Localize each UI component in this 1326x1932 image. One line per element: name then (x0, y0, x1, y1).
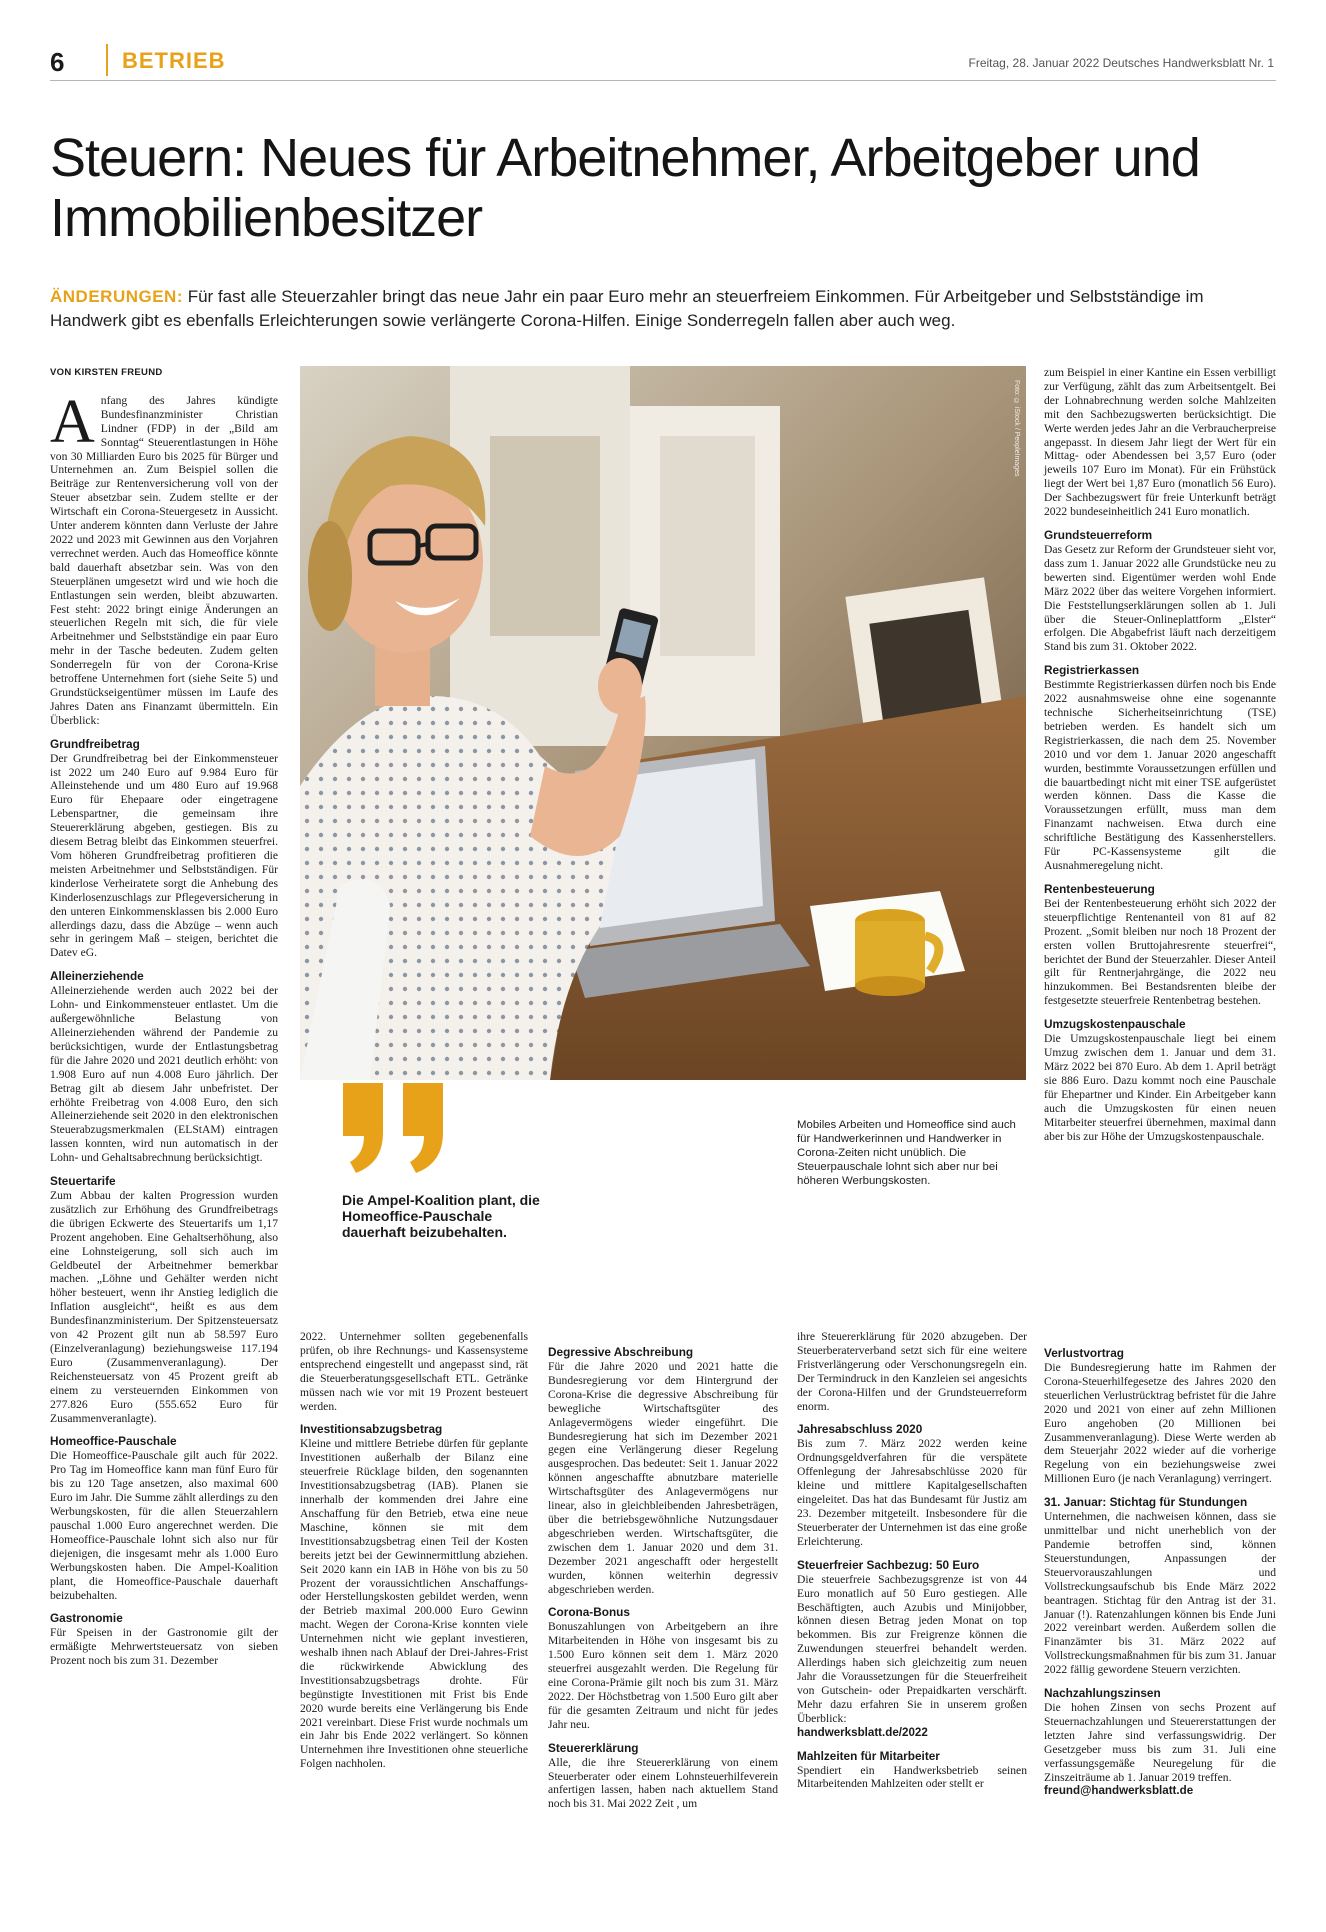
text-corona-bonus: Bonuszahlungen von Arbeitgebern an ihre Mitarbeitenden in Höhe von insgesamt bis zu 1.500 Euro können seit dem 1. März 2020 steuerfrei ausgezahlt werden. Die Regelung für eine Corona-Prämie gilt noch bis zum 31. März 2022. Der Höchstbetrag von 1.500 Euro gilt aber für die gesamten Zeitraum und nicht für jedes Jahr neu. (548, 1620, 778, 1731)
article-photo (300, 366, 1026, 1080)
article-column-1 (50, 366, 278, 1674)
article-column-5 (1044, 366, 1276, 1149)
section-divider (106, 44, 108, 76)
subhead-steuertarife: Steuertarife (50, 1174, 116, 1189)
dateline: Freitag, 28. Januar 2022 Deutsches Handwerksblatt Nr. 1 (968, 56, 1274, 70)
subhead-mahlzeiten: Mahlzeiten für Mitarbeiter (797, 1748, 940, 1763)
article-column-2 (300, 1330, 528, 1777)
lead-paragraph (50, 285, 1275, 333)
subhead-rente: Rentenbesteuerung (1044, 881, 1155, 896)
text-sachbezug (797, 1573, 1027, 1740)
text-gastronomie-cont: 2022. Unternehmer sollten gegebenenfalls prüfen, ob ihre Rechnungs- und Kassensysteme entsprechend eingestellt und angepasst sind, rät die Steuerberatungsgesellschaft ETL. Getränke müssen nach wie vor mit 19 Prozent besteuert werden. (300, 1330, 528, 1413)
subhead-stichtag: 31. Januar: Stichtag für Stundungen (1044, 1495, 1248, 1510)
text-rente: Bei der Rentenbesteuerung erhöht sich 2022 der steuerpflichtige Rentenanteil von 81 auf 82 Prozent. „Somit bleiben nur noch 18 Prozent der ersten vollen Bruttojahresrente steuerfrei“, berichtet der Bund der Steuerzahler. Dieser Anteil gilt für Rentnerjahrgänge, die 2022 neu hinzukommen. Bei Bestandsrenten bleibe der festgesetzte steuerfreie Rentenbetrag bestehen. (1044, 896, 1276, 1008)
byline: VON KIRSTEN FREUND (50, 367, 163, 378)
subhead-degressiv: Degressive Abschreibung (548, 1345, 694, 1359)
photo-credit: Foto: © iStock / PeopleImages (1013, 380, 1020, 477)
quote-mark-icon (338, 1078, 458, 1183)
article-column-5-bottom (1044, 1346, 1276, 1804)
page-number: 6 (50, 47, 65, 77)
text-mahlzeiten: Spendiert ein Handwerksbetrieb seinen Mitarbeitenden Mahlzeiten oder stellt er (797, 1763, 1027, 1791)
dropcap: A (50, 387, 95, 456)
lead-text: Für fast alle Steuerzahler bringt das neue Jahr ein paar Euro mehr an steuerfreiem Einkommen. Für Arbeitgeber und Selbstständige im Handwerk gibt es ebenfalls Erleichterungen sowie verlängerte Corona-Hilfen. Einige Sonderregeln fallen aber auch weg. (50, 287, 1204, 330)
text-grundfreibetrag: Der Grundfreibetrag bei der Einkommensteuer ist 2022 um 240 Euro auf 9.984 Euro für Alleinstehende und um 480 Euro auf 19.968 Euro für Ehepaare oder eingetragene Lebenspartner, die gemeinsam ihre Steuererklärung abgeben, gestiegen. Bis zu diesem Betrag bleibt das Einkommen steuerfrei. Vom höheren Grundfreibetrag profitieren die meisten Arbeitnehmer und Selbstständigen. Für kinderlose Verheiratete sorgt die Anhebung des Kinderlosenzuschlags zur Pflegeversicherung in den unteren Einkommensklassen bis 2.000 Euro allerdings dazu, dass die Abzüge – wenn auch sehr in geringem Maß – steigen, berichtet die Datev eG. (50, 751, 278, 960)
subhead-verlust: Verlustvortrag (1044, 1346, 1124, 1360)
subhead-gastronomie: Gastronomie (50, 1611, 123, 1626)
sachbezug-link[interactable]: handwerksblatt.de/2022 (797, 1725, 928, 1739)
zinsen-body: Die hohen Zinsen von sechs Prozent auf Steuernachzahlungen und Steuererstattungen der letzten Jahre sind verfassungswidrig. Der Gesetzgeber muss bis zum 31. Juli eine verfassungsgemäße Neuregelung für die Zinszeiträume ab 1. Januar 2019 treffen. (1044, 1701, 1276, 1784)
subhead-corona-bonus: Corona-Bonus (548, 1605, 630, 1620)
text-stichtag: Unternehmen, die nachweisen können, dass sie unmittelbar und nicht unerheblich von der Pandemie betroffen sind, können Steuerstundungen, Anpassungen der Steuervorauszahlungen und Vollstreckungsaufschub bis Ende März 2022 beantragen. Stichtag für den Antrag ist der 31. Januar (!). Ratenzahlungen können bis Ende Juni 2022 vereinbart werden. Außerdem sollen die Finanzämter bis 31. März 2022 auf Vollstreckungsmaßnahmen für bis zum 31. Januar 2022 fällig gewordene Steuern verzichten. (1044, 1510, 1276, 1677)
subhead-umzug: Umzugskostenpauschale (1044, 1017, 1186, 1032)
text-verlust: Die Bundesregierung hatte im Rahmen der Corona-Steuerhilfegesetze des Jahres 2020 den steuerlichen Verlustrücktrag befristet für die Jahre 2020 und 2021 von einer auf zehn Millionen Euro angehoben (20 Millionen bei Zusammenveranlagung). Diese Werte werden ab dem Steuerjahr 2022 wieder auf die vorherige Regelung von ein beziehungsweise zwei Millionen Euro (je nach Veranlagung) verringert. (1044, 1361, 1276, 1486)
subhead-steuererklaerung: Steuererklärung (548, 1740, 639, 1755)
text-steuererklaerung: Alle, die ihre Steuererklärung von einem Steuerberater oder einem Lohnsteuerhilfeverein anfertigen lassen, haben nach aktuellem Stand noch bis 31. Mai 2022 Zeit , um (548, 1755, 778, 1811)
author-email[interactable]: freund@handwerksblatt.de (1044, 1784, 1194, 1798)
subhead-alleinerziehende: Alleinerziehende (50, 969, 144, 984)
text-iab: Kleine und mittlere Betriebe dürfen für geplante Investitionen außerhalb der Bilanz eine steuerfreie Rücklage bilden, den sogenannten Investitionsabzugsbetrag (IAB). Planen sie innerhalb der kommenden drei Jahre eine Anschaffung für den Betrieb, etwa eine neue Maschine, können sie mit dem Investitionsabzugsbetrag einen Teil der Kosten bereits jetzt bei der Gewinnermittlung abziehen. Seit 2020 kann ein IAB in Höhe von bis zu 50 Prozent der voraussichtlichen Anschaffungs- oder Herstellungskosten gebildet werden, wenn der Betrieb maximal 200.000 Euro Gewinn macht. Wegen der Corona-Krise konnten viele Unternehmen nicht wie geplant investieren, weshalb ihnen nach Ablauf der Drei-Jahres-Frist die rückwirkende Abwicklung des Investitionsabzugsbetrags drohte. Für begünstigte Investitionen mit Frist bis Ende 2020 wurde bereits eine Verlängerung bis Ende 2021 vereinbart. Diese Frist wurde nochmals um ein Jahr bis Ende 2022 verlängert. So können Unternehmen ihre Investitionen ohne steuerliche Folgen nachholen. (300, 1437, 528, 1771)
text-degressiv: Für die Jahre 2020 und 2021 hatte die Bundesregierung vor dem Hintergrund der Corona-Krise die degressive Abschreibung für bewegliche Wirtschaftsgüter des Anlagevermögens wieder eingeführt. Die Bundesregierung hat sich im Dezember 2021 gegen eine Verlängerung dieser Regelung ausgesprochen. Das bedeutet: Seit 1. Januar 2022 können angeschaffte abnutzbare materielle Wirtschaftsgüter des Anlagevermögens nur linear, also in gleichbleibenden Jahresbeträgen, über die betriebsgewöhnliche Nutzungsdauer abgeschrieben werden. Wirtschaftsgüter, die zwischen dem 1. Januar 2020 und dem 31. Dezember 2021 angeschafft oder hergestellt wurden, können weiterhin degressiv abgeschrieben werden. (548, 1360, 778, 1596)
text-jahresabschluss: Bis zum 7. März 2022 werden keine Ordnungsgeldverfahren für die verspätete Offenlegung der Jahresabschlüsse 2020 für kleine und mittlere Kapitalgesellschaften eingeleitet. Das hat das Bundesamt für Justiz am 23. Dezember mitgeteilt. Insbesondere für die Steuerberater der Unternehmen ist das eine große Erleichterung. (797, 1437, 1027, 1548)
text-mahlzeiten-cont: zum Beispiel in einer Kantine ein Essen verbilligt zur Verfügung, zählt das zum Arbeitsentgelt. Bei der Lohnabrechnung werden solche Mahlzeiten mit den Sachbezugswerten berücksichtigt. Die Werte werden jedes Jahr an die Verbraucherpreise angepasst. In diesem Jahr liegt der Wert für ein Mittag- oder Abendessen bei 3,57 Euro (oder jeweils 107 Euro im Monat). Für ein Frühstück liegt der Wert bei 1,87 Euro (monatlich 56 Euro). Der Sachbezugswert für freie Unterkunft beträgt 2022 bundeseinheitlich 241 Euro monatlich. (1044, 366, 1276, 519)
subhead-zinsen: Nachzahlungszinsen (1044, 1686, 1161, 1701)
text-steuererklaerung-cont: ihre Steuererklärung für 2020 abzugeben. Der Steuerberaterverband setzt sich für eine weitere Fristverlängerung oder Verschonungsregeln ein. Der Termindruck in den Kanzleien sei angesichts der Corona-Hilfen und der Grundsteuerreform enorm. (797, 1330, 1027, 1413)
header-rule (50, 80, 1276, 81)
headline: Steuern: Neues für Arbeitnehmer, Arbeitgeber und Immobilienbesitzer (50, 128, 1200, 248)
text-steuertarife: Zum Abbau der kalten Progression wurden zusätzlich zur Erhöhung des Grundfreibetrags die übrigen Eckwerte des Steuertarifs um 1,17 Prozent angehoben. Eine Gehaltserhöhung, also eine Lohnsteigerung, soll sich auch im Geldbeutel der Arbeitnehmer bemerkbar machen. „Löhne und Gehälter werden nicht höher besteuert, wenn ihr Anstieg lediglich die Inflation ausgleicht“, heißt es aus dem Bundesfinanzministerium. Der Spitzensteuersatz von 42 Prozent gilt nun ab 58.597 Euro (Einzelveranlagung) beziehungsweise 117.194 Euro (Zusammenveranlagung). Der Reichensteuersatz von 45 Prozent greift ab einem zu versteuernden Einkommen von 277.826 Euro (555.652 Euro für Zusammenveranlagte). (50, 1189, 278, 1425)
sachbezug-body: Die steuerfreie Sachbezugsgrenze ist von 44 Euro monatlich auf 50 Euro gestiegen. Alle Beschäftigten, auch Azubis und Minijobber, können diesen Betrag jeden Monat on top bekommen. Bis zur Freigrenze können die Zuwendungen steuerfrei behandelt werden. Allerdings haben sich gleichzeitig zum neuen Jahr die Voraussetzungen für die Steuerfreiheit von Gutschein- oder Prepaidkarten verschärft. Mehr dazu erfahren Sie in unserem großen Überblick: (797, 1572, 1027, 1725)
photo-caption: Mobiles Arbeiten und Homeoffice sind auch für Handwerkerinnen und Handwerker in Corona-Zeiten nicht unüblich. Die Steuerpauschale lohnt sich aber nur bei höheren Werbungskosten. (797, 1119, 1016, 1187)
photo-illustration (300, 366, 1026, 1080)
subhead-jahresabschluss: Jahresabschluss 2020 (797, 1422, 923, 1437)
lead-label: ÄNDERUNGEN: (50, 287, 183, 306)
article-column-4 (797, 1330, 1027, 1797)
section-label: BETRIEB (122, 48, 226, 73)
text-grundsteuer: Das Gesetz zur Reform der Grundsteuer sieht vor, dass zum 1. Januar 2022 alle Grundstücke neu zu bewerten sind. Eigentümer werden wohl Ende März 2022 über das weitere Vorgehen informiert. Die Feststellungserklärungen sollen ab 1. Juli über die Steuer-Onlineplattform „Elster“ erfolgen. Die Abgabefrist läuft nach derzeitigem Stand bis zum 31. Oktober 2022. (1044, 542, 1276, 654)
text-umzug: Die Umzugskostenpauschale liegt bei einem Umzug zwischen dem 1. Januar und dem 31. März 2022 bei 870 Euro. Ab dem 1. April beträgt sie 886 Euro. Dazu kommt noch eine Pauschale für Ehepartner und Kinder. Ein Arbeitgeber kann auch die Umzugskosten für einen neuen Mitarbeiter steuerfrei übernehmen, maximal dann aber bis zur Höhe der Umzugskostenpauschale. (1044, 1032, 1276, 1143)
subhead-sachbezug: Steuerfreier Sachbezug: 50 Euro (797, 1557, 980, 1572)
subhead-registrierkassen: Registrierkassen (1044, 663, 1140, 678)
intro-text: nfang des Jahres kündigte Bundesfinanzminister Christian Lindner (FDP) in der „Bild am Sonntag“ Steuerentlastungen in Höhe von 30 Milliarden Euro bis 2025 für Bürger und Unternehmen an. Zum Beispiel sollen die Beiträge zur Rentenversicherung voll von der Steuer absetzbar sein. Zudem stellte er der Wirtschaft ein Corona-Steuergesetz in Aussicht. Unter anderem könnten dann Verluste der Jahre 2022 und 2023 mit Gewinnen aus den Vorjahren verrechnet werden. Auch das Homeoffice könnte bald dauerhaft absetzbar sein. Was von den Steuerplänen umgesetzt wird und wie hoch die Entlastungen sein werden, bleibt abzuwarten. Fest steht: 2022 bringt einige Änderungen an steuerlichen Regeln mit sich, die für viele Arbeitnehmer und Selbstständige ein paar Euro mehr in der Tasche bedeuten. Zudem gelten Sonderregeln für von der Corona-Krise betroffene Unternehmen fort (siehe Seite 5) und Grundstückseigentümer müssen im Laufe des Jahres Daten ans Finanzamt übermitteln. Ein Überblick: (50, 393, 278, 727)
intro-paragraph (50, 387, 278, 728)
pull-quote: Die Ampel-Koalition plant, die Homeoffice-Pauschale dauerhaft beizubehalten. (342, 1192, 540, 1240)
text-registrierkassen: Bestimmte Registrierkassen dürfen noch bis Ende 2022 ausnahmsweise ohne eine sogenannte technische Sicherheitseinrichtung (TSE) betrieben werden. Es handelt sich um Registrierkassen, die nach dem 25. November 2010 und vor dem 1. Januar 2020 angeschafft wurden, bestimmte Voraussetzungen erfüllen und die bauartbedingt nicht mit einer TSE aufgerüstet werden können. Dass die Kasse die Voraussetzungen erfüllt, muss man dem Finanzamt nachweisen. Etwa durch eine schriftliche Bestätigung des Kassenherstellers. Für PC-Kassensysteme gilt die Ausnahmeregelung nicht. (1044, 678, 1276, 872)
subhead-grundfreibetrag: Grundfreibetrag (50, 736, 140, 751)
subhead-grundsteuer: Grundsteuerreform (1044, 527, 1153, 542)
text-alleinerziehende: Alleinerziehende werden auch 2022 bei der Lohn- und Einkommensteuer entlastet. Um die außergewöhnliche Belastung von Alleinerziehenden während der Pandemie zu berücksichtigen, wurde der Entlastungsbetrag für die Jahre 2020 und 2021 deutlich erhöht: von 1.908 Euro auf nun 4.008 Euro jährlich. Der Betrag gilt ab diesem Jahr unbefristet. Der erhöhte Freibetrag von 4.008 Euro, den sich Alleinerziehende seit 2020 in den elektronischen Steuerabzugsmerkmalen (ELStAM) eintragen lassen konnten, wird nun automatisch in der Lohn- und Gehaltsabrechnung berücksichtigt. (50, 984, 278, 1165)
text-gastronomie: Für Speisen in der Gastronomie gilt der ermäßigte Mehrwertsteuersatz von sieben Prozent noch bis zum 31. Dezember (50, 1626, 278, 1668)
subhead-homeoffice: Homeoffice-Pauschale (50, 1434, 177, 1449)
article-column-3 (548, 1345, 778, 1817)
subhead-iab: Investitionsabzugsbetrag (300, 1422, 443, 1437)
text-homeoffice: Die Homeoffice-Pauschale gilt auch für 2022. Pro Tag im Homeoffice kann man fünf Euro für bis zu 120 Tage ansetzen, also maximal 600 Euro im Jahr. Die Summe zählt allerdings zu den Werbungskosten, für die allen Steuerzahlern pauschal 1.000 Euro angerechnet werden. Die Homeoffice-Pauschale lohnt sich also nur für diejenigen, die insgesamt mehr als 1.000 Euro Werbungskosten haben. Die Ampel-Koalition plant, die Homeoffice-Pauschale dauerhaft beizubehalten. (50, 1449, 278, 1602)
text-zinsen (1044, 1701, 1276, 1798)
